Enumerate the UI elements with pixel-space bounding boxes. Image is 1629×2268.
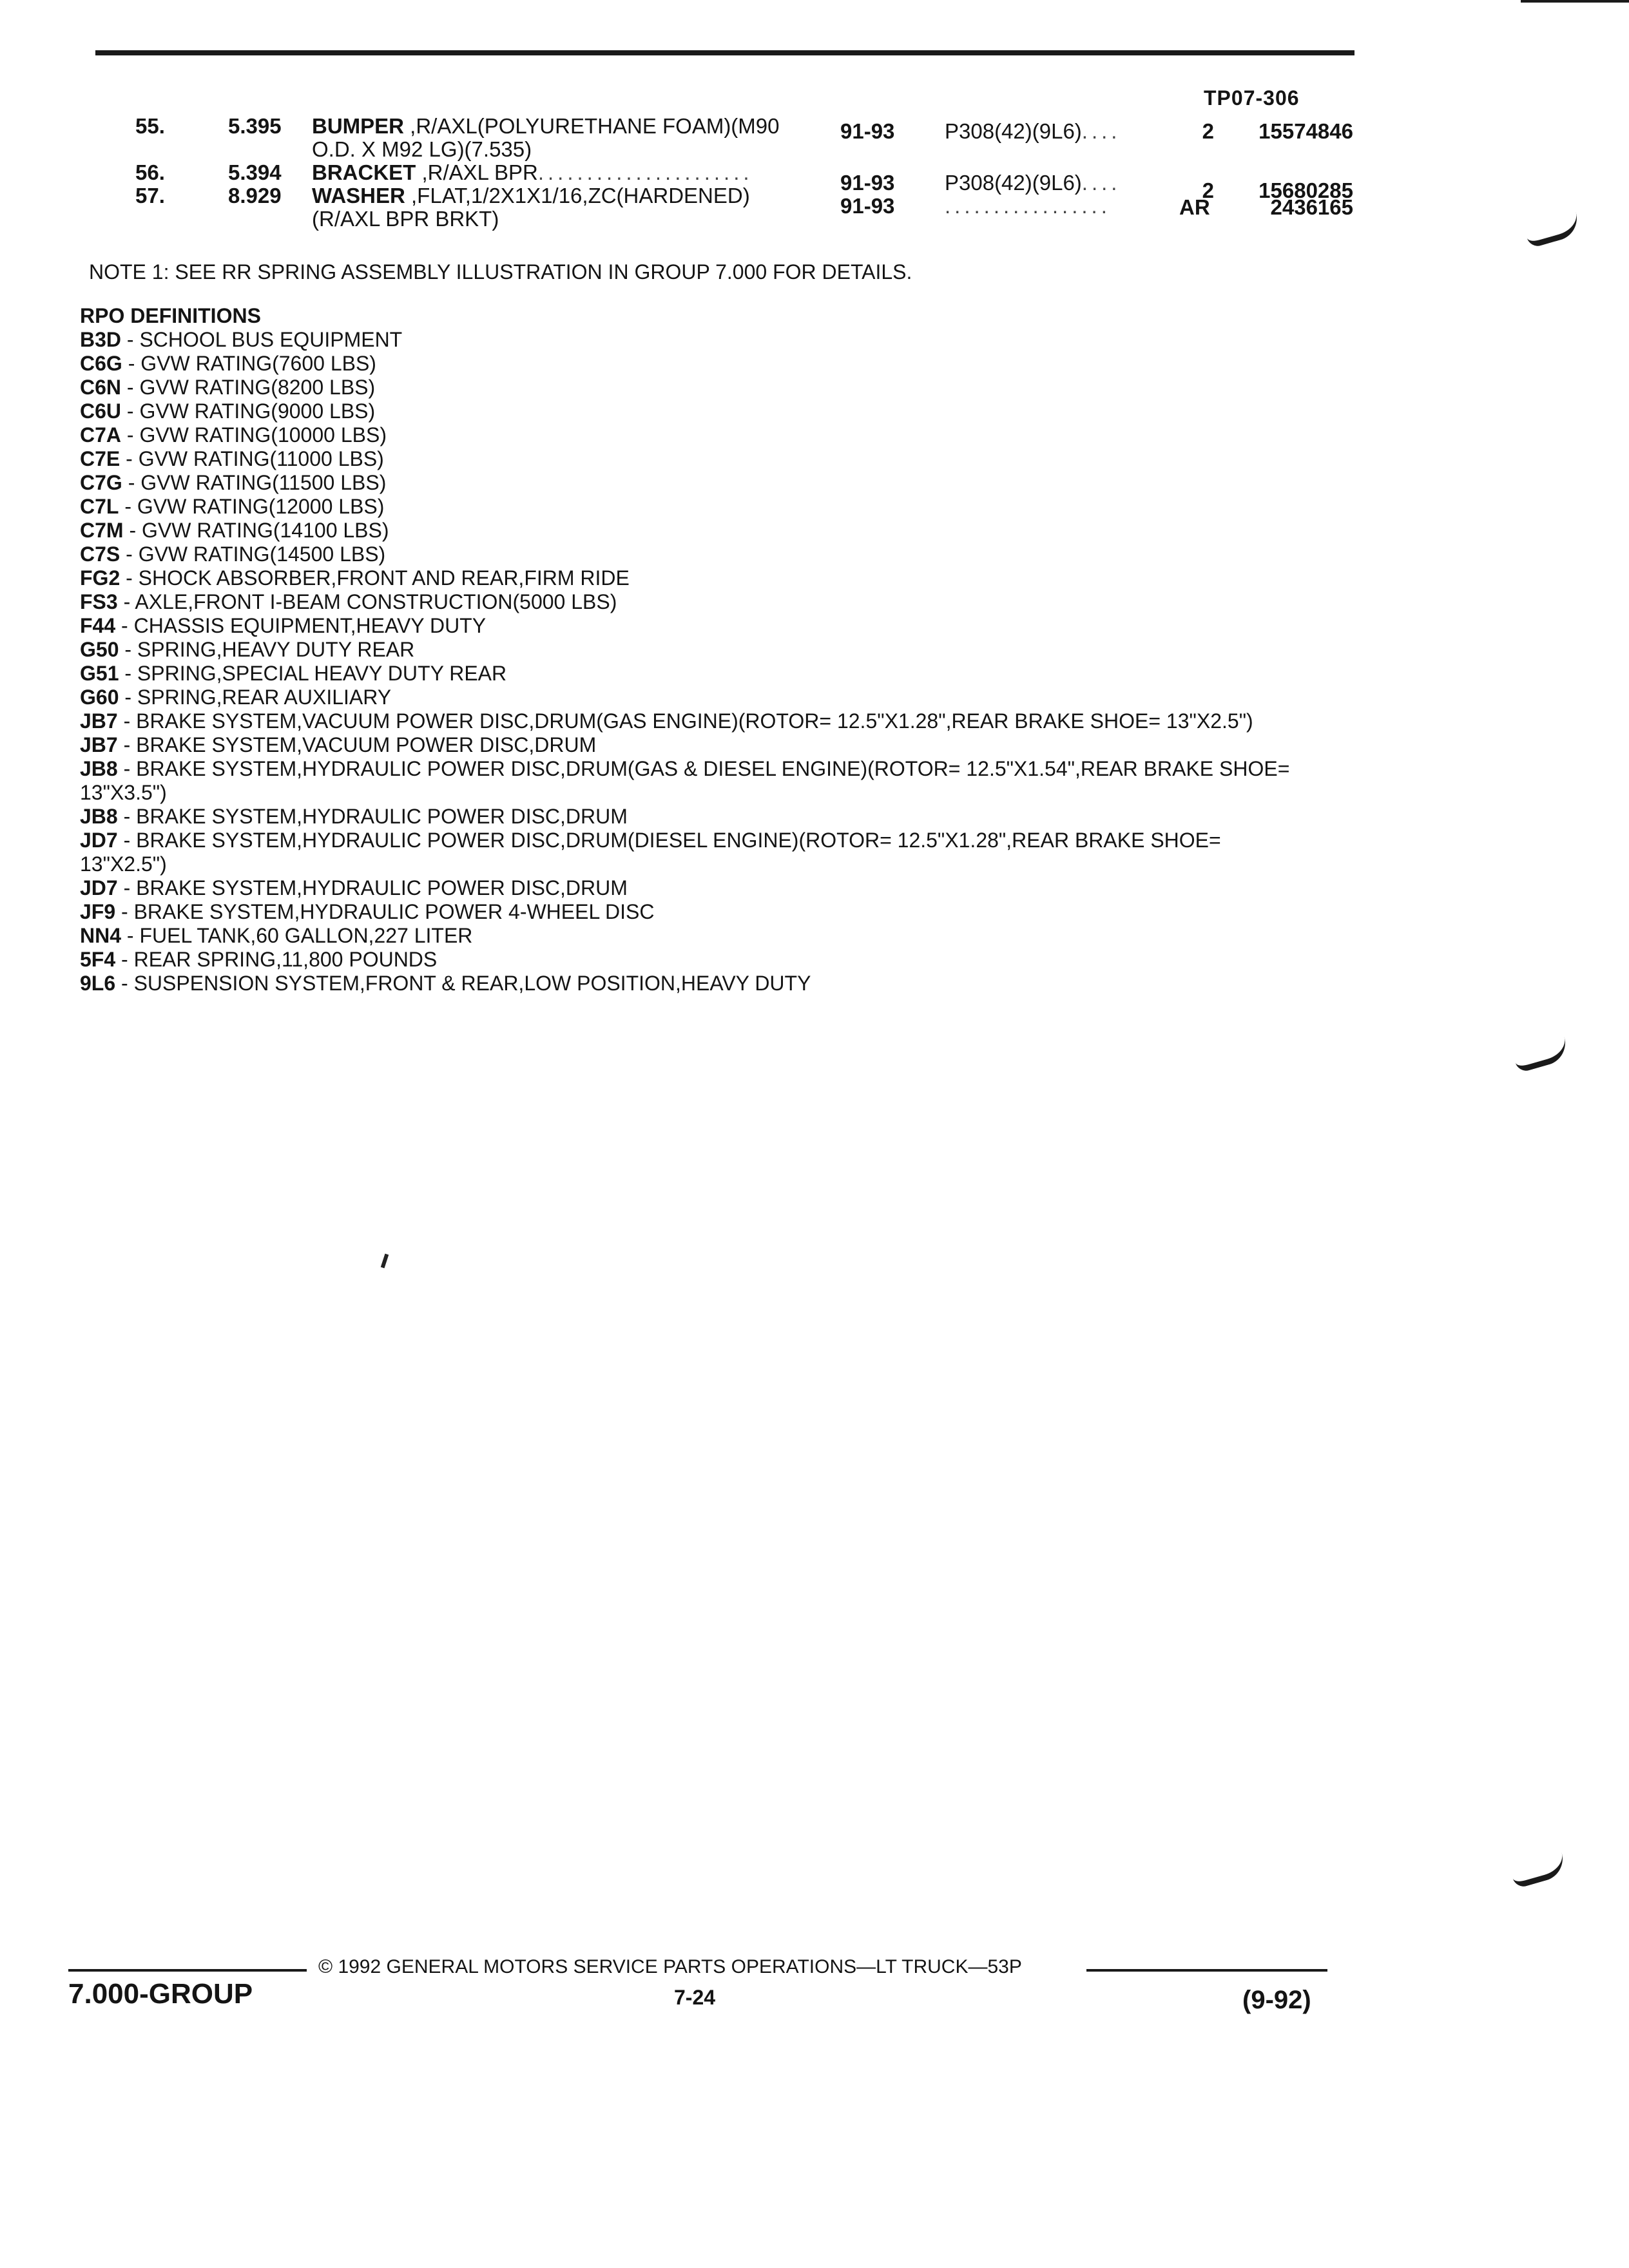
rpo-item [80,590,1304,614]
rpo-item [80,924,1304,948]
page-code: TP07-306 [1204,86,1300,110]
rpo-item [80,399,1304,423]
rpo-code: NN4 [80,924,122,947]
part-leader-dots: ................. [945,194,1111,218]
rpo-code: 5F4 [80,948,116,971]
part-years: 91-93 [840,119,895,143]
rpo-code: C7G [80,471,122,494]
part-leader-dots: .... [1081,171,1121,195]
rpo-description: - FUEL TANK,60 GALLON,227 LITER [121,924,473,947]
rpo-item [80,709,1304,733]
rpo-item [80,733,1304,757]
part-years: 91-93 [840,171,895,195]
part-name: WASHER [312,184,405,207]
part-number: 15680285 [1258,178,1353,202]
footer-copyright: © 1992 GENERAL MOTORS SERVICE PARTS OPERATIONS—LT TRUCK—53P [318,1956,1022,1977]
rpo-code: JB8 [80,757,118,780]
corner-scan-mark [1521,0,1629,3]
part-usage [945,170,1121,196]
rpo-code: G60 [80,686,119,709]
rpo-code: JB8 [80,805,118,828]
part-usage-code: P308(42)(9L6) [945,119,1082,143]
rpo-item [80,948,1304,972]
rpo-description: - GVW RATING(11500 LBS) [122,471,387,494]
rpo-code: C6G [80,352,122,375]
rpo-code: JD7 [80,876,118,899]
rpo-description: - BRAKE SYSTEM,HYDRAULIC POWER DISC,DRUM(GAS & DIESEL ENGINE)(ROTOR= 12.5"X1.54",REAR BRAKE SHOE= 13"X3.5") [80,757,1290,804]
rpo-description: - GVW RATING(8200 LBS) [121,376,376,399]
footer-group-label: 7.000-GROUP [68,1978,253,2010]
rpo-code: C7L [80,495,119,518]
rpo-description: - GVW RATING(10000 LBS) [121,423,387,447]
scan-margin-mark [1524,212,1582,249]
rpo-code: JF9 [80,900,116,923]
rpo-item [80,376,1304,399]
rpo-code: C6N [80,376,122,399]
rpo-code: 9L6 [80,972,116,995]
part-description-detail: ,R/AXL(POLYURETHANE FOAM)(M90 [404,114,780,138]
rpo-code: JB7 [80,709,118,733]
rpo-code: F44 [80,614,116,637]
rpo-description: - SPRING,REAR AUXILIARY [119,686,392,709]
part-quantity: AR [1179,195,1210,219]
footer-rule [1086,1969,1327,1972]
footer-rule [68,1969,307,1972]
part-quantity: 2 [1202,178,1214,202]
part-name: BUMPER [312,114,405,138]
rpo-item [80,757,1304,805]
rpo-item [80,829,1304,876]
part-figure-ref: 8.929 [228,184,282,207]
part-leader-dots: .... [1081,119,1121,143]
rpo-definitions [80,304,1304,995]
rpo-description: - CHASSIS EQUIPMENT,HEAVY DUTY [115,614,487,637]
part-description-detail: ,FLAT,1/2X1X1/16,ZC(HARDENED) [405,184,750,207]
footer-page-number: 7-24 [674,1986,716,2009]
rpo-code: C7E [80,447,120,470]
rpo-item [80,972,1304,995]
part-quantity: 2 [1202,119,1214,143]
note-text: NOTE 1: SEE RR SPRING ASSEMBLY ILLUSTRATION IN GROUP 7.000 FOR DETAILS. [89,260,912,284]
part-usage [945,119,1121,144]
rpo-code: FG2 [80,566,120,590]
rpo-item [80,447,1304,471]
rpo-item [80,471,1304,495]
rpo-code: C7A [80,423,122,447]
rpo-item [80,614,1304,638]
rpo-item [80,495,1304,519]
rpo-description: - GVW RATING(9000 LBS) [121,399,376,423]
rpo-description: - GVW RATING(12000 LBS) [119,495,385,518]
rpo-code: C7M [80,519,124,542]
header-rule [95,50,1354,55]
part-item-number: 56. [135,160,165,184]
part-description-line2: O.D. X M92 LG)(7.535) [312,137,532,161]
part-number: 15574846 [1258,119,1353,143]
part-description [312,113,780,139]
rpo-description: - SUSPENSION SYSTEM,FRONT & REAR,LOW POSITION,HEAVY DUTY [115,972,811,995]
rpo-description: - BRAKE SYSTEM,VACUUM POWER DISC,DRUM(GAS ENGINE)(ROTOR= 12.5"X1.28",REAR BRAKE SHOE= 13"X2.5") [117,709,1253,733]
scan-speck [381,1254,389,1269]
rpo-item [80,328,1304,352]
rpo-item [80,423,1304,447]
rpo-description: - SCHOOL BUS EQUIPMENT [121,328,403,351]
rpo-code: C7S [80,543,120,566]
part-item-number: 57. [135,184,165,207]
rpo-item [80,519,1304,543]
part-number: 2436165 [1270,195,1353,219]
rpo-code: G50 [80,638,119,661]
rpo-code: C6U [80,399,122,423]
rpo-code: B3D [80,328,122,351]
part-description-detail: ,R/AXL BPR [416,160,538,184]
rpo-item [80,805,1304,829]
rpo-description: - SPRING,HEAVY DUTY REAR [119,638,415,661]
rpo-item [80,543,1304,566]
rpo-code: G51 [80,662,119,685]
rpo-item [80,900,1304,924]
part-usage-code: P308(42)(9L6) [945,171,1082,195]
rpo-description: - REAR SPRING,11,800 POUNDS [115,948,438,971]
rpo-item [80,566,1304,590]
rpo-description: - BRAKE SYSTEM,HYDRAULIC POWER 4-WHEEL DISC [115,900,655,923]
rpo-item [80,352,1304,376]
part-description-leader: ...................... [537,160,753,184]
part-figure-ref: 5.395 [228,114,282,138]
rpo-description: - GVW RATING(14500 LBS) [120,543,386,566]
rpo-code: FS3 [80,590,118,613]
rpo-description: - GVW RATING(14100 LBS) [123,519,389,542]
part-years: 91-93 [840,194,895,218]
scan-margin-mark [1510,1852,1568,1889]
rpo-item [80,876,1304,900]
part-description [312,160,753,186]
rpo-description: - GVW RATING(7600 LBS) [122,352,376,375]
rpo-description: - GVW RATING(11000 LBS) [120,447,384,470]
rpo-item [80,638,1304,662]
rpo-description: - BRAKE SYSTEM,VACUUM POWER DISC,DRUM [117,733,597,756]
part-item-number: 55. [135,114,165,138]
rpo-item [80,662,1304,686]
part-name: BRACKET [312,160,416,184]
part-usage [945,193,1111,219]
rpo-title: RPO DEFINITIONS [80,304,261,327]
rpo-description: - SPRING,SPECIAL HEAVY DUTY REAR [119,662,507,685]
rpo-description: - BRAKE SYSTEM,HYDRAULIC POWER DISC,DRUM [117,876,628,899]
part-figure-ref: 5.394 [228,160,282,184]
rpo-description: - BRAKE SYSTEM,HYDRAULIC POWER DISC,DRUM(DIESEL ENGINE)(ROTOR= 12.5"X1.28",REAR BRAKE SHOE= 13"X2.5") [80,829,1221,876]
footer-revision-date: (9-92) [1242,1986,1311,2014]
rpo-code: JB7 [80,733,118,756]
part-description-line2: (R/AXL BPR BRKT) [312,207,499,231]
rpo-item [80,686,1304,709]
rpo-list [80,328,1304,995]
rpo-description: - SHOCK ABSORBER,FRONT AND REAR,FIRM RIDE [120,566,630,590]
rpo-description: - BRAKE SYSTEM,HYDRAULIC POWER DISC,DRUM [117,805,628,828]
part-description [312,183,750,209]
rpo-description: - AXLE,FRONT I-BEAM CONSTRUCTION(5000 LBS) [117,590,617,613]
rpo-code: JD7 [80,829,118,852]
scan-margin-mark [1512,1037,1570,1073]
